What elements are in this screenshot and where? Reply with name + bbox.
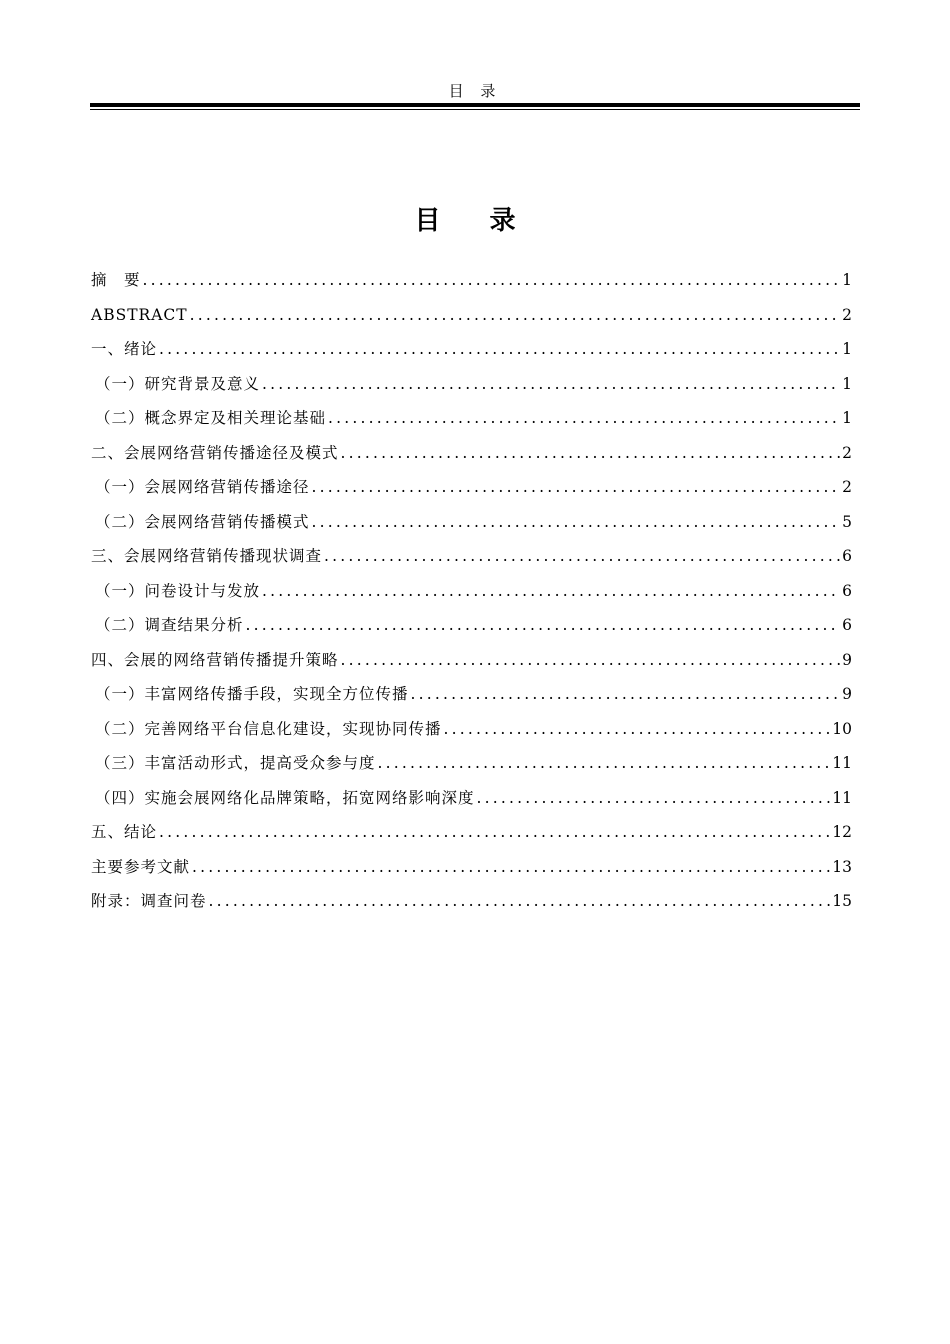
toc-entry-page-number: 12 bbox=[832, 823, 852, 841]
toc-dot-leader bbox=[262, 578, 840, 604]
toc-entry-label: （二）调查结果分析 bbox=[95, 616, 244, 634]
toc-entry-page-number: 1 bbox=[842, 271, 852, 289]
toc-entry[interactable] bbox=[91, 647, 852, 682]
toc-title: 目 录 bbox=[414, 206, 536, 236]
toc-dot-leader bbox=[324, 543, 840, 569]
toc-entry[interactable] bbox=[91, 371, 852, 406]
toc-entry-page-number: 1 bbox=[842, 374, 852, 393]
toc-entry-page-number: 9 bbox=[842, 650, 852, 669]
toc-dot-leader bbox=[312, 509, 841, 535]
toc-dot-leader bbox=[190, 302, 841, 328]
toc-entry[interactable] bbox=[91, 474, 852, 509]
toc-entry-label: 附录：调查问卷 bbox=[91, 892, 207, 910]
toc-entry-page-number: 2 bbox=[842, 478, 852, 496]
toc-entry[interactable] bbox=[91, 578, 852, 613]
toc-entry[interactable] bbox=[91, 267, 852, 302]
toc-entry-label: 摘 要 bbox=[91, 271, 141, 289]
toc-dot-leader bbox=[159, 819, 830, 845]
toc-entry-page-number: 13 bbox=[832, 857, 852, 876]
toc-dot-leader bbox=[477, 785, 831, 811]
toc-entry-page-number: 1 bbox=[842, 409, 852, 427]
toc-entry[interactable] bbox=[91, 888, 852, 923]
toc-entry-label: ABSTRACT bbox=[91, 305, 188, 324]
toc-entry[interactable] bbox=[91, 612, 852, 647]
toc-entry-page-number: 6 bbox=[842, 616, 852, 634]
toc-entry-label: 二、会展网络营销传播途径及模式 bbox=[91, 443, 339, 462]
toc-entry[interactable] bbox=[91, 854, 852, 889]
toc-entry-page-number: 6 bbox=[842, 547, 852, 565]
toc-entry-page-number: 6 bbox=[842, 581, 852, 600]
toc-dot-leader bbox=[192, 854, 830, 880]
toc-entry-label: （一）问卷设计与发放 bbox=[95, 581, 261, 600]
toc-entry-page-number: 9 bbox=[842, 685, 852, 703]
toc-dot-leader bbox=[159, 336, 840, 362]
toc-entry-label: （二）概念界定及相关理论基础 bbox=[95, 409, 327, 427]
toc-dot-leader bbox=[411, 681, 841, 707]
header-rule-thin bbox=[90, 109, 860, 110]
toc-entry[interactable] bbox=[91, 405, 852, 440]
toc-entry[interactable] bbox=[91, 819, 852, 854]
toc-entry-page-number: 2 bbox=[842, 305, 852, 324]
toc-entry[interactable] bbox=[91, 785, 852, 820]
toc-dot-leader bbox=[444, 716, 831, 742]
toc-entry-page-number: 1 bbox=[842, 340, 852, 358]
toc-entry[interactable] bbox=[91, 509, 852, 544]
toc-entry-page-number: 10 bbox=[832, 719, 852, 738]
toc-entry[interactable] bbox=[91, 543, 852, 578]
toc-entry-label: （二）会展网络营销传播模式 bbox=[95, 512, 310, 531]
toc-dot-leader bbox=[312, 474, 841, 500]
toc-entry-page-number: 11 bbox=[832, 788, 852, 807]
toc-dot-leader bbox=[378, 750, 831, 776]
toc-entry-label: （一）会展网络营销传播途径 bbox=[95, 478, 310, 496]
toc-dot-leader bbox=[262, 371, 840, 397]
toc-entry[interactable] bbox=[91, 716, 852, 751]
toc-entry-label: 三、会展网络营销传播现状调查 bbox=[91, 547, 323, 565]
toc-entry-page-number: 11 bbox=[832, 754, 852, 772]
toc-entry-label: 四、会展的网络营销传播提升策略 bbox=[91, 650, 339, 669]
toc-entry-page-number: 5 bbox=[842, 512, 852, 531]
header-rule-thick bbox=[90, 103, 860, 107]
running-header: 目 录 bbox=[448, 82, 502, 100]
toc-entry[interactable] bbox=[91, 750, 852, 785]
toc-entry-label: （三）丰富活动形式，提高受众参与度 bbox=[95, 754, 376, 772]
toc-entry-label: （一）丰富网络传播手段，实现全方位传播 bbox=[95, 685, 409, 703]
table-of-contents bbox=[91, 267, 852, 923]
toc-dot-leader bbox=[341, 647, 841, 673]
toc-entry-label: （二）完善网络平台信息化建设，实现协同传播 bbox=[95, 719, 442, 738]
toc-entry-label: 五、结论 bbox=[91, 823, 158, 841]
toc-dot-leader bbox=[209, 888, 831, 914]
toc-entry-page-number: 2 bbox=[842, 443, 852, 462]
toc-dot-leader bbox=[246, 612, 841, 638]
toc-entry-page-number: 15 bbox=[832, 892, 852, 910]
toc-dot-leader bbox=[143, 267, 841, 293]
toc-entry[interactable] bbox=[91, 681, 852, 716]
toc-entry-label: 主要参考文献 bbox=[91, 857, 191, 876]
toc-entry-label: 一、绪论 bbox=[91, 340, 158, 358]
toc-entry[interactable] bbox=[91, 302, 852, 337]
toc-entry-label: （一）研究背景及意义 bbox=[95, 374, 261, 393]
toc-entry[interactable] bbox=[91, 440, 852, 475]
toc-entry-label: （四）实施会展网络化品牌策略，拓宽网络影响深度 bbox=[95, 788, 475, 807]
toc-dot-leader bbox=[328, 405, 840, 431]
toc-entry[interactable] bbox=[91, 336, 852, 371]
toc-dot-leader bbox=[341, 440, 841, 466]
